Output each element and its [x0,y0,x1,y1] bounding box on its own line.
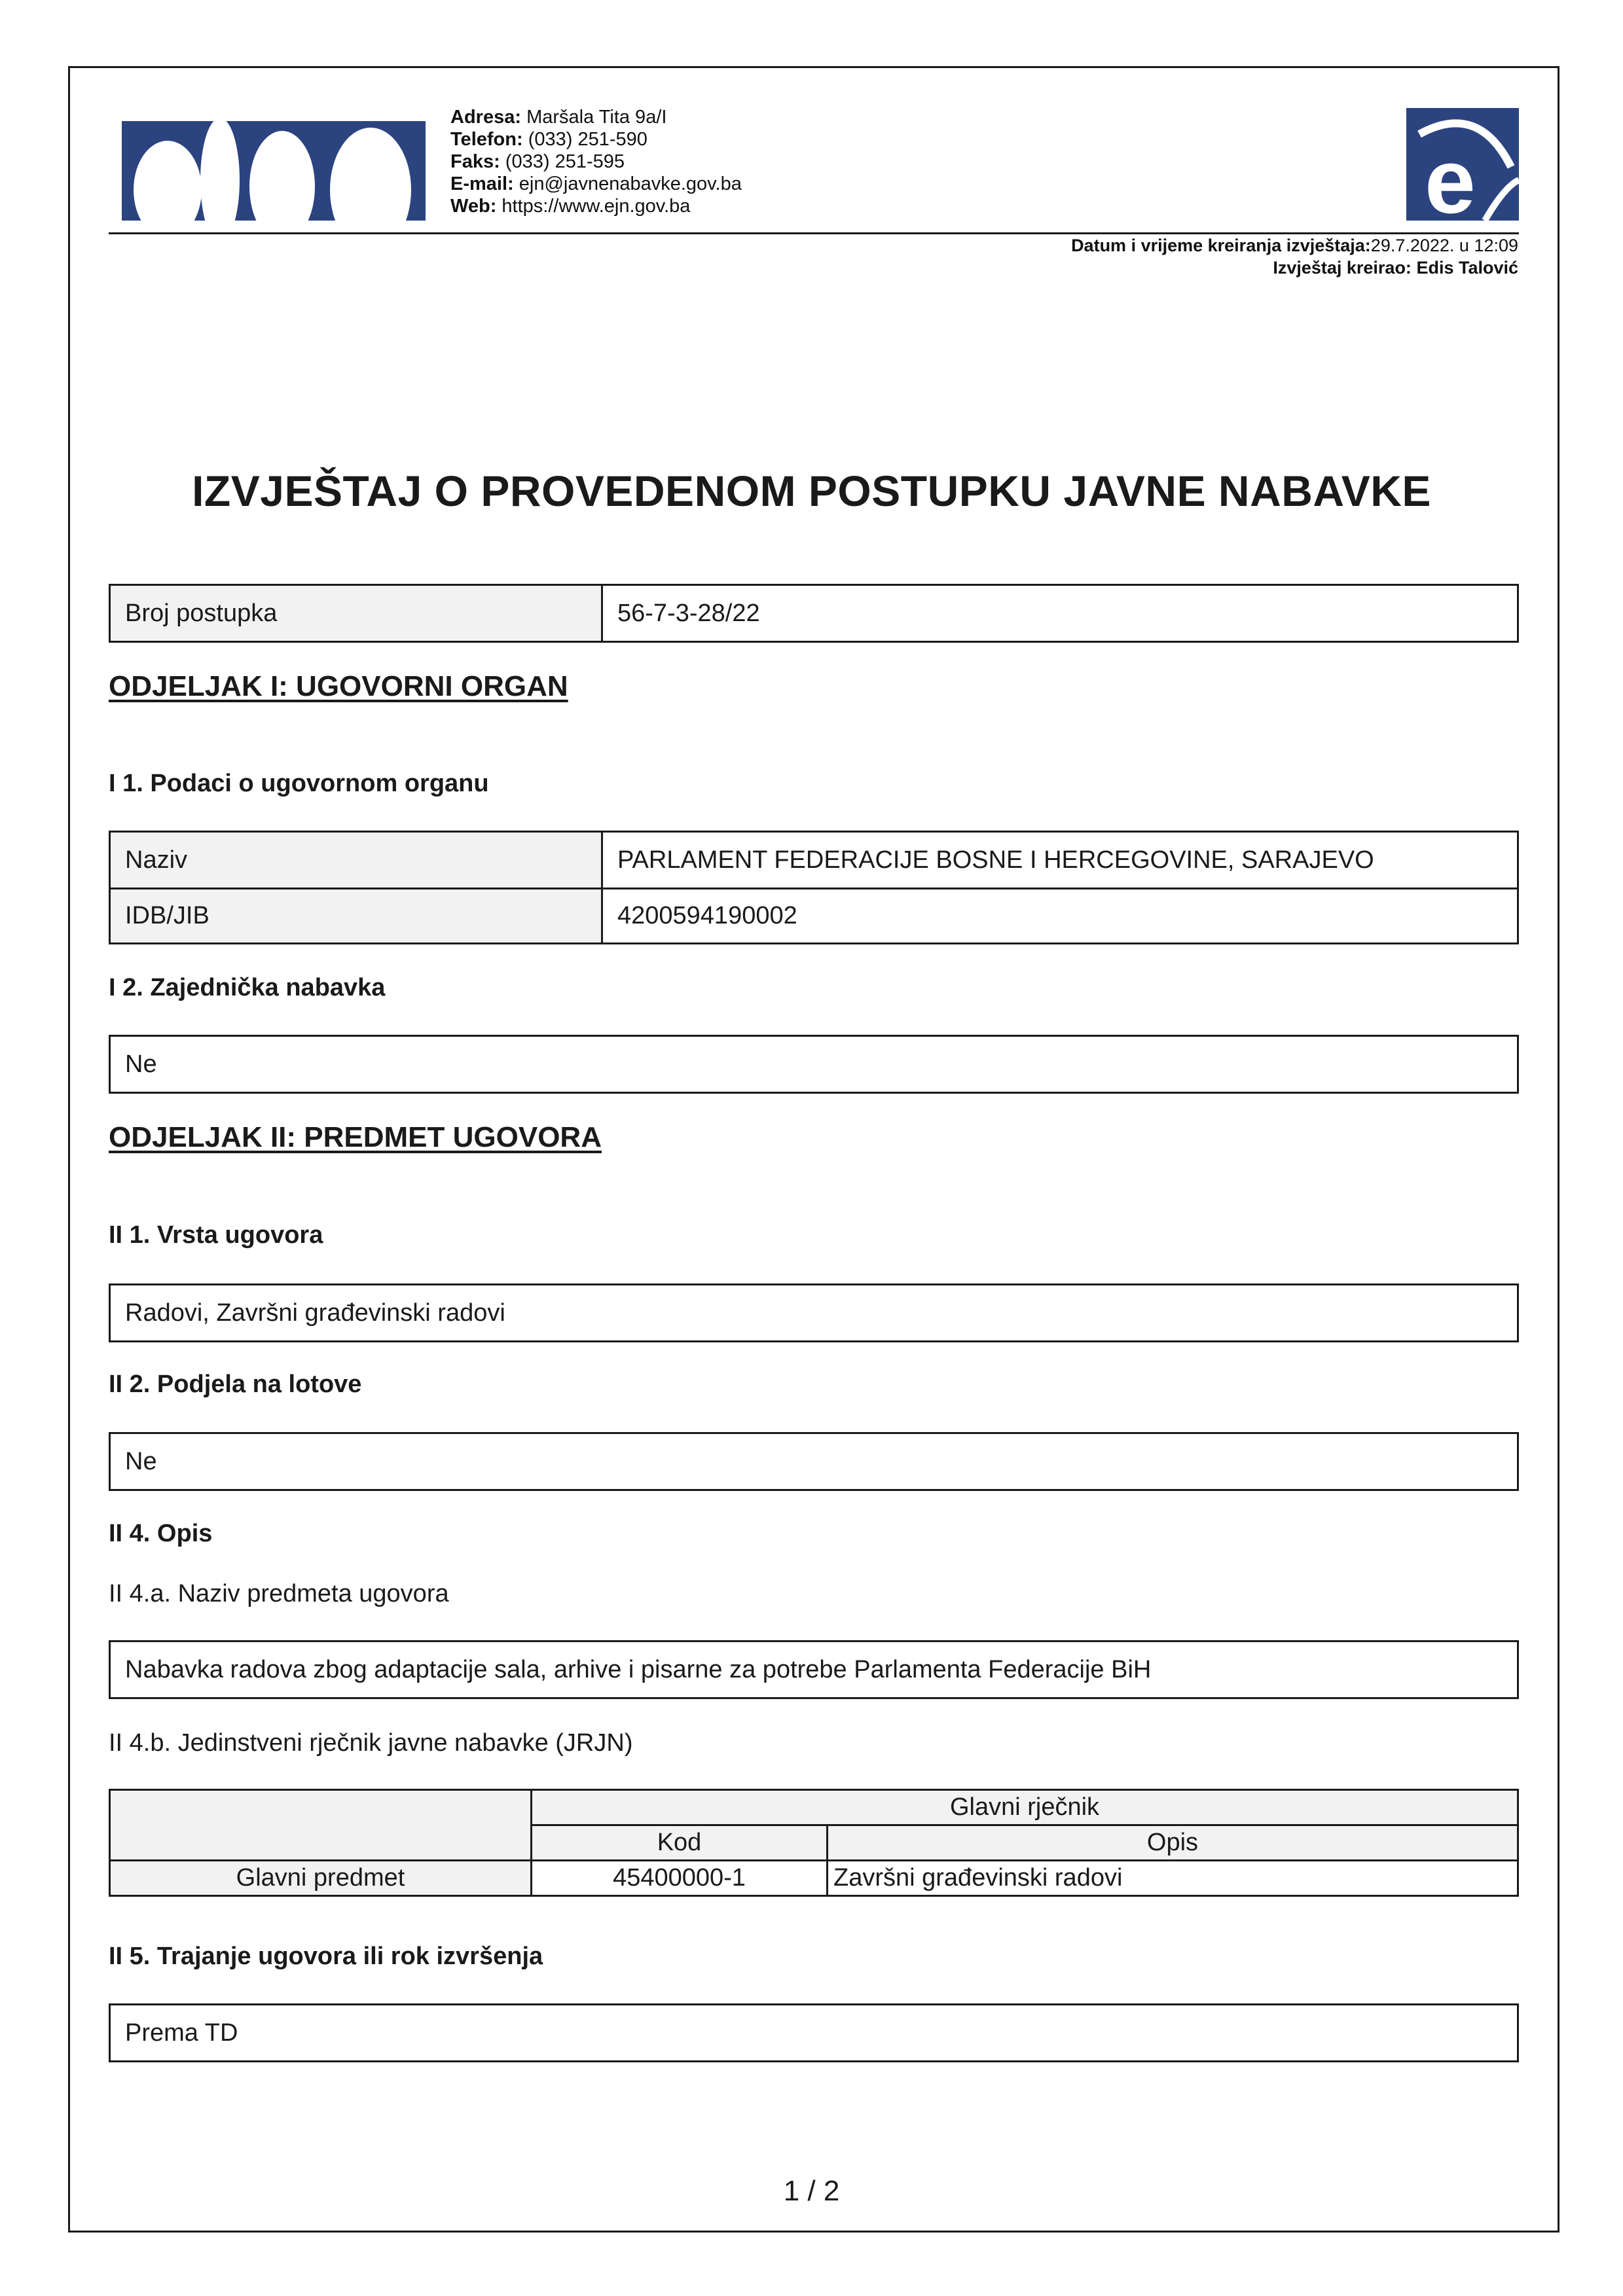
idb-value: 4200594190002 [617,902,797,929]
contact-phone: Telefon: (033) 251-590 [450,129,647,150]
naziv-predmeta-value: Nabavka radova zbog adaptacije sala, arhive i pisarne za potrebe Parlamenta Federacije BiH [109,1640,1519,1699]
lotovi-value: Ne [109,1432,1519,1491]
contact-web: Web: https://www.ejn.gov.ba [450,196,691,217]
trajanje-value: Prema TD [109,2003,1519,2062]
ejn-logo-icon [122,108,426,221]
ii4a-label: II 4.a. Naziv predmeta ugovora [109,1580,449,1607]
vrsta-ugovora-value: Radovi, Završni građevinski radovi [109,1283,1519,1342]
jrjn-row-kod: 45400000-1 [532,1861,828,1896]
jrjn-col-kod: Kod [532,1825,828,1861]
e-logo-icon [1406,108,1519,221]
jrjn-empty-corner [110,1790,532,1861]
contact-email: E-mail: ejn@javnenabavke.gov.ba [450,173,742,194]
jrjn-row-label: Glavni predmet [110,1861,532,1896]
jrjn-col-opis: Opis [828,1825,1518,1861]
ii4b-label: II 4.b. Jedinstveni rječnik javne nabavke (JRJN) [109,1729,633,1757]
ii1-heading: II 1. Vrsta ugovora [109,1221,323,1249]
naziv-value: PARLAMENT FEDERACIJE BOSNE I HERCEGOVINE, SARAJEVO [617,846,1374,874]
ii4-heading: II 4. Opis [109,1520,213,1547]
naziv-label: Naziv [111,833,603,888]
i1-heading: I 1. Podaci o ugovornom organu [109,770,489,797]
section2-heading: ODJELJAK II: PREDMET UGOVORA [109,1121,602,1153]
page-title: IZVJEŠTAJ O PROVEDENOM POSTUPKU JAVNE NABAVKE [192,467,1431,515]
ii5-heading: II 5. Trajanje ugovora ili rok izvršenja [109,1943,543,1970]
idb-label: IDB/JIB [111,889,603,942]
contact-address: Adresa: Maršala Tita 9a/I [450,107,667,128]
jrjn-row-opis: Završni građevinski radovi [828,1861,1518,1896]
broj-postupka-box [109,584,1519,643]
section1-heading: ODJELJAK I: UGOVORNI ORGAN [109,670,568,702]
jrjn-table [109,1789,1519,1897]
contact-block [450,106,742,217]
ii2-heading: II 2. Podjela na lotove [109,1371,362,1398]
i2-heading: I 2. Zajednička nabavka [109,974,386,1001]
broj-postupka-label: Broj postupka [111,586,603,641]
svg-text:e: e [1425,130,1476,221]
contact-fax: Faks: (033) 251-595 [450,151,625,172]
report-author: Izvještaj kreirao: Edis Talović [1273,258,1518,278]
report-created: Datum i vrijeme kreiranja izvještaja:29.7.2022. u 12:09 [1071,236,1518,255]
report-meta [1071,234,1518,279]
jrjn-group-header: Glavni rječnik [532,1790,1518,1825]
broj-postupka-value: 56-7-3-28/22 [617,599,760,627]
page-number: 1 / 2 [783,2175,840,2207]
ugovorni-organ-table [109,831,1519,944]
zajednicka-nabavka-value: Ne [109,1035,1519,1094]
